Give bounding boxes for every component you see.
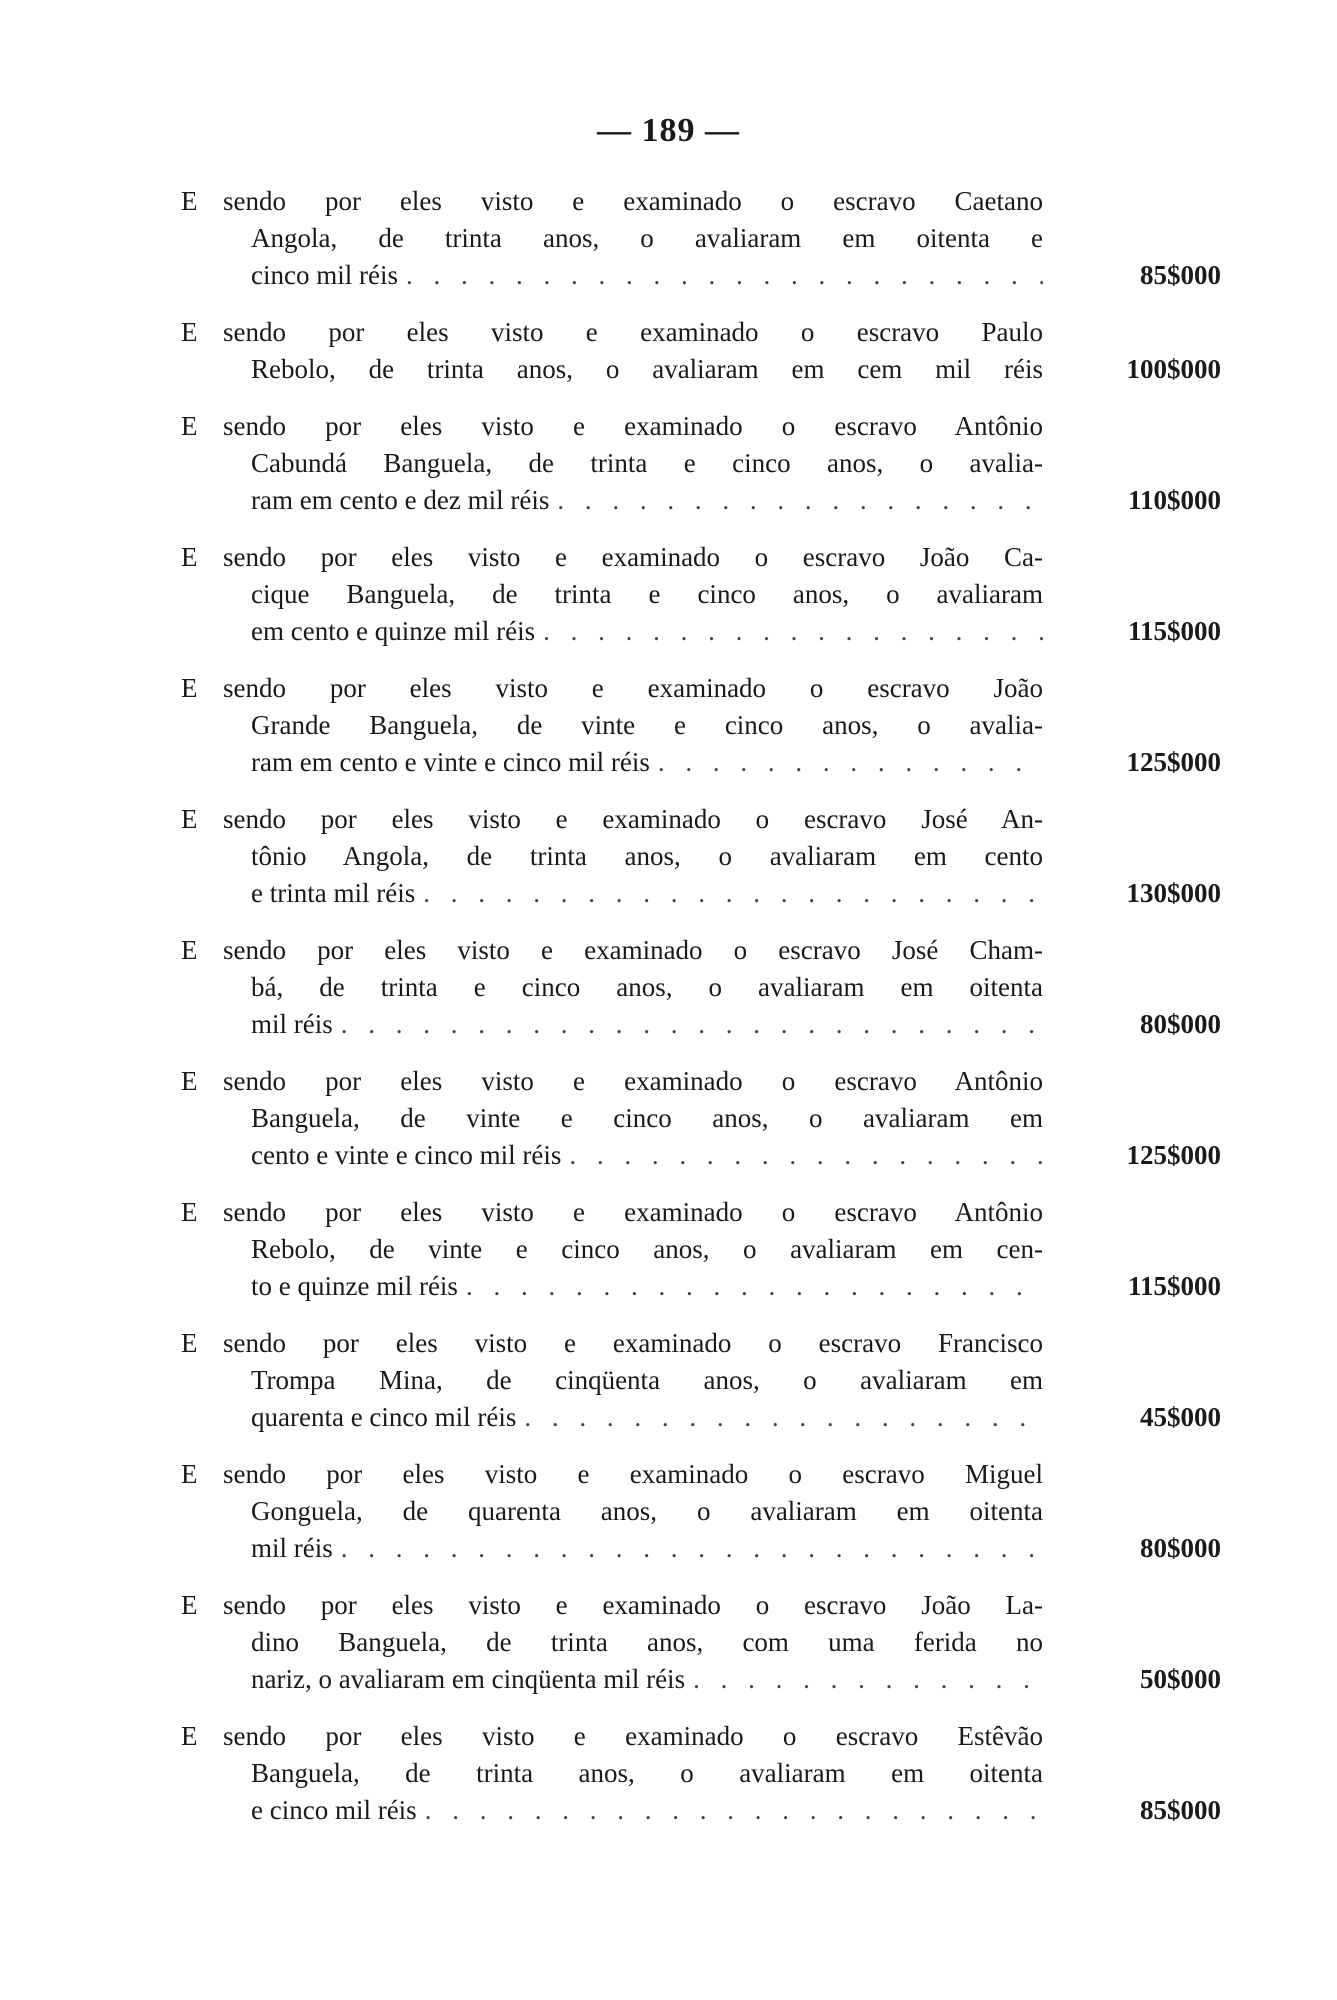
entry-amount: 125$000 [1126, 1140, 1221, 1170]
entry-line: sendo por eles visto e examinado o escravo José An- [223, 804, 1043, 834]
appraisal-entry [181, 1456, 1221, 1587]
leader-dots [341, 1006, 1043, 1043]
entry-line: Rebolo, de trinta anos, o avaliaram em cem mil réis [251, 354, 1043, 384]
entry-line: ram em cento e dez mil réis [251, 485, 550, 515]
leader-dots [423, 875, 1043, 912]
entry-line: cique Banguela, de trinta e cinco anos, o avaliaram [251, 579, 1043, 609]
leader-dots [693, 1661, 1043, 1698]
entry-line: sendo por eles visto e examinado o escravo Antônio [223, 411, 1043, 441]
entry-initial: E [181, 1197, 198, 1227]
entry-line: sendo por eles visto e examinado o escravo João Ca- [223, 542, 1043, 572]
entry-initial: E [181, 1721, 198, 1751]
entry-amount: 85$000 [1140, 260, 1221, 290]
entry-line: sendo por eles visto e examinado o escravo João [223, 673, 1043, 703]
entry-initial: E [181, 673, 198, 703]
entry-line: sendo por eles visto e examinado o escravo Caetano [223, 186, 1043, 216]
appraisal-entry [181, 1587, 1221, 1718]
entry-line: Angola, de trinta anos, o avaliaram em oitenta e [251, 223, 1043, 253]
appraisal-entry [181, 1194, 1221, 1325]
entry-line: sendo por eles visto e examinado o escravo Antônio [223, 1197, 1043, 1227]
entry-amount: 80$000 [1140, 1009, 1221, 1039]
entry-amount: 115$000 [1127, 616, 1221, 646]
entry-line: Grande Banguela, de vinte e cinco anos, o avalia- [251, 710, 1043, 740]
entry-line: cento e vinte e cinco mil réis [251, 1140, 562, 1170]
entry-initial: E [181, 542, 198, 572]
entry-line: dino Banguela, de trinta anos, com uma ferida no [251, 1627, 1043, 1657]
entry-line: mil réis [251, 1009, 333, 1039]
appraisal-list [181, 183, 1221, 1849]
appraisal-entry [181, 408, 1221, 539]
leader-dots [406, 257, 1043, 294]
entry-line: sendo por eles visto e examinado o escravo Paulo [223, 317, 1043, 347]
entry-initial: E [181, 1066, 198, 1096]
leader-dots [425, 1792, 1043, 1829]
leader-dots [658, 744, 1043, 781]
entry-line: sendo por eles visto e examinado o escravo Antônio [223, 1066, 1043, 1096]
entry-line: sendo por eles visto e examinado o escravo Francisco [223, 1328, 1043, 1358]
appraisal-entry [181, 1718, 1221, 1849]
leader-dots [569, 1137, 1043, 1174]
entry-initial: E [181, 804, 198, 834]
entry-line: bá, de trinta e cinco anos, o avaliaram em oitenta [251, 972, 1043, 1002]
appraisal-entry [181, 801, 1221, 932]
entry-line: quarenta e cinco mil réis [251, 1402, 517, 1432]
leader-dots [524, 1399, 1043, 1436]
entry-amount: 115$000 [1127, 1271, 1221, 1301]
entry-line: mil réis [251, 1533, 333, 1563]
appraisal-entry [181, 1325, 1221, 1456]
entry-line: sendo por eles visto e examinado o escravo Estêvão [223, 1721, 1043, 1751]
entry-line: sendo por eles visto e examinado o escravo João La- [223, 1590, 1043, 1620]
entry-amount: 130$000 [1126, 878, 1221, 908]
appraisal-entry [181, 670, 1221, 801]
leader-dots [543, 613, 1043, 650]
entry-line: cinco mil réis [251, 260, 398, 290]
entry-initial: E [181, 317, 198, 347]
entry-line: em cento e quinze mil réis [251, 616, 536, 646]
entry-initial: E [181, 1590, 198, 1620]
entry-amount: 100$000 [1126, 354, 1221, 384]
entry-initial: E [181, 1459, 198, 1489]
entry-line: e trinta mil réis [251, 878, 416, 908]
entry-initial: E [181, 1328, 198, 1358]
entry-line: Rebolo, de vinte e cinco anos, o avaliaram em cen- [251, 1234, 1043, 1264]
entry-initial: E [181, 186, 198, 216]
entry-line: nariz, o avaliaram em cinqüenta mil réis [251, 1664, 686, 1694]
entry-line: Banguela, de trinta anos, o avaliaram em oitenta [251, 1758, 1043, 1788]
appraisal-entry [181, 314, 1221, 408]
entry-amount: 110$000 [1127, 485, 1221, 515]
entry-line: Gonguela, de quarenta anos, o avaliaram em oitenta [251, 1496, 1043, 1526]
entry-line: sendo por eles visto e examinado o escravo José Cham- [223, 935, 1043, 965]
entry-initial: E [181, 411, 198, 441]
entry-line: tônio Angola, de trinta anos, o avaliaram em cento [251, 841, 1043, 871]
leader-dots [557, 482, 1043, 519]
entry-line: sendo por eles visto e examinado o escravo Miguel [223, 1459, 1043, 1489]
entry-amount: 85$000 [1140, 1795, 1221, 1825]
entry-initial: E [181, 935, 198, 965]
page-number: — 189 — [597, 112, 740, 149]
entry-line: ram em cento e vinte e cinco mil réis [251, 747, 650, 777]
entry-line: to e quinze mil réis [251, 1271, 458, 1301]
entry-line: e cinco mil réis [251, 1795, 417, 1825]
leader-dots [466, 1268, 1043, 1305]
appraisal-entry [181, 183, 1221, 314]
appraisal-entry [181, 1063, 1221, 1194]
entry-amount: 80$000 [1140, 1533, 1221, 1563]
entry-line: Cabundá Banguela, de trinta e cinco anos, o avalia- [251, 448, 1043, 478]
appraisal-entry [181, 932, 1221, 1063]
leader-dots [341, 1530, 1043, 1567]
entry-amount: 125$000 [1126, 747, 1221, 777]
entry-amount: 45$000 [1140, 1402, 1221, 1432]
appraisal-entry [181, 539, 1221, 670]
entry-line: Trompa Mina, de cinqüenta anos, o avaliaram em [251, 1365, 1043, 1395]
entry-amount: 50$000 [1140, 1664, 1221, 1694]
entry-line: Banguela, de vinte e cinco anos, o avaliaram em [251, 1103, 1043, 1133]
